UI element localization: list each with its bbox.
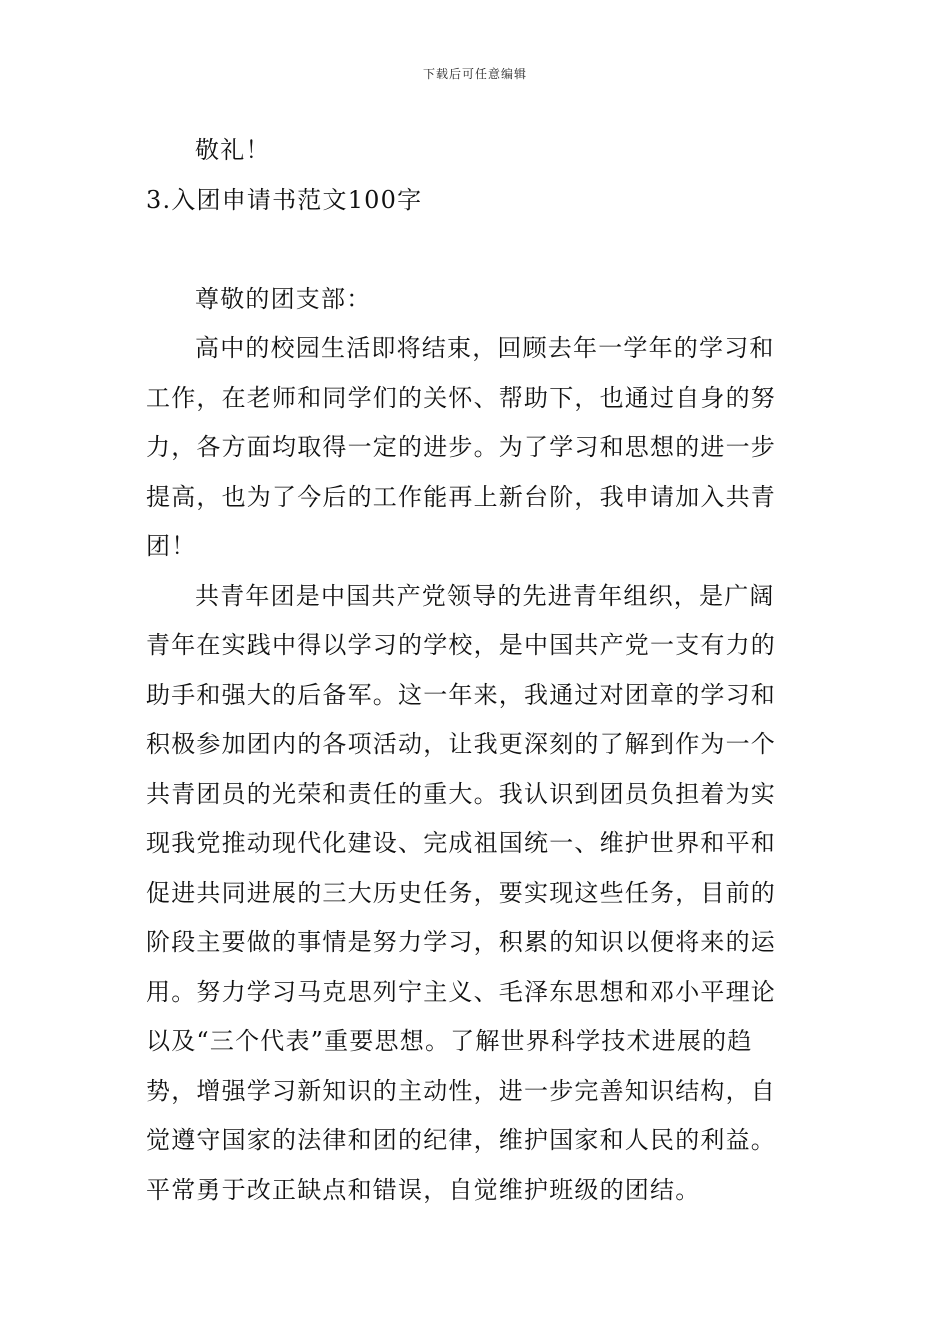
section-heading: 3.入团申请书范文100字 (146, 185, 423, 214)
paragraph-2-line: 现我党推动现代化建设、完成祖国统一、维护世界和平和 (146, 829, 776, 857)
paragraph-1-line: 高中的校园生活即将结束，回顾去年一学年的学习和 (195, 334, 775, 362)
paragraph-2-line: 共青团员的光荣和责任的重大。我认识到团员负担着为实 (146, 779, 776, 808)
paragraph-2-line: 助手和强大的后备军。这一年来，我通过对团章的学习和 (146, 680, 776, 709)
paragraph-2-line: 以及“三个代表”重要思想。了解世界科学技术进展的趋 (146, 1027, 753, 1055)
paragraph-2-line: 用。努力学习马克思列宁主义、毛泽东思想和邓小平理论 (146, 977, 776, 1006)
paragraph-2-line: 平常勇于改正缺点和错误，自觉维护班级的团结。 (146, 1175, 701, 1204)
paragraph-2-line: 觉遵守国家的法律和团的纪律，维护国家和人民的利益。 (146, 1126, 776, 1154)
paragraph-2-line: 积极参加团内的各项活动，让我更深刻的了解到作为一个 (146, 730, 776, 758)
paragraph-2-line: 势，增强学习新知识的主动性，进一步完善知识结构，自 (146, 1076, 776, 1105)
paragraph-1-line: 提高，也为了今后的工作能再上新台阶，我申请加入共青 (146, 482, 776, 511)
paragraph-1-line: 工作，在老师和同学们的关怀、帮助下，也通过自身的努 (146, 383, 776, 412)
paragraph-1-line: 团！ (146, 532, 197, 560)
closing-line: 敬礼！ (195, 136, 271, 164)
paragraph-2-line: 青年在实践中得以学习的学校，是中国共产党一支有力的 (146, 631, 776, 659)
paragraph-2-line: 阶段主要做的事情是努力学习，积累的知识以便将来的运 (146, 928, 776, 956)
paragraph-2-line: 促进共同进展的三大历史任务，要实现这些任务，目前的 (146, 878, 776, 907)
paragraph-1-line: 力，各方面均取得一定的进步。为了学习和思想的进一步 (146, 433, 776, 461)
paragraph-2-line: 共青年团是中国共产党领导的先进青年组织，是广阔 (195, 581, 775, 610)
page-header: 下载后可任意编辑 (422, 67, 527, 81)
blank-line (146, 225, 810, 275)
document-body (146, 126, 810, 1215)
salutation: 尊敬的团支部： (195, 284, 372, 313)
